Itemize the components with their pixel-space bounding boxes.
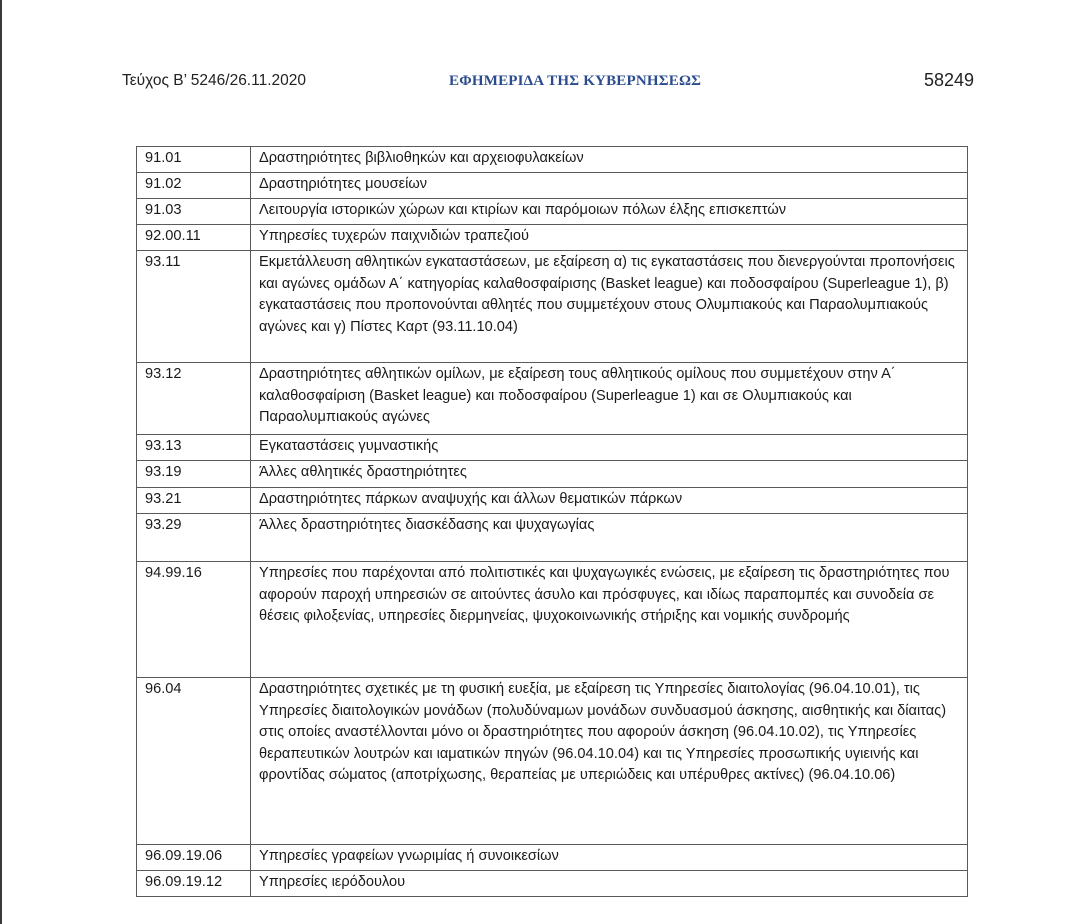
table-row xyxy=(137,225,968,251)
activity-code: 91.03 xyxy=(137,199,251,225)
table-row xyxy=(137,147,968,173)
activity-description: Άλλες δραστηριότητες διασκέδασης και ψυχαγωγίας xyxy=(251,514,968,562)
activity-code: 91.01 xyxy=(137,147,251,173)
activity-code: 93.29 xyxy=(137,514,251,562)
activity-code: 93.21 xyxy=(137,488,251,514)
activity-description: Δραστηριότητες μουσείων xyxy=(251,173,968,199)
table-row xyxy=(137,562,968,678)
activity-description: Λειτουργία ιστορικών χώρων και κτιρίων και παρόμοιων πόλων έλξης επισκεπτών xyxy=(251,199,968,225)
activity-code: 93.13 xyxy=(137,435,251,461)
table-row xyxy=(137,199,968,225)
activity-description: Άλλες αθλητικές δραστηριότητες xyxy=(251,461,968,488)
activity-description: Δραστηριότητες σχετικές με τη φυσική ευεξία, με εξαίρεση τις Υπηρεσίες διαιτολογίας (96.04.10.01), τις Υπηρεσίες διαιτολογικών μονάδων (πολυδύναμων μονάδων συνδυασμού άσκησης, αισθητικής και δίαιτας) στις οποίες αναστέλλονται μόνο οι δραστηριότητες που αφορούν άσκηση (96.04.10.02), τις Υπηρεσίες θεραπευτικών λουτρών και ιαματικών πηγών (96.04.10.04) και τις Υπηρεσίες προσωπικής υγιεινής και φροντίδας σώματος (αποτρίχωσης, θεραπείας με υπεριώδεις και υπέρυθρες ακτίνες) (96.04.10.06) xyxy=(251,678,968,845)
activity-code: 96.04 xyxy=(137,678,251,845)
activity-description: Υπηρεσίες ιερόδουλου xyxy=(251,871,968,897)
page-number: 58249 xyxy=(923,70,974,90)
table-row xyxy=(137,845,968,871)
table-row xyxy=(137,435,968,461)
activity-code: 94.99.16 xyxy=(137,562,251,678)
activity-code: 93.11 xyxy=(137,251,251,363)
activity-codes-table xyxy=(136,146,968,897)
issue-reference: Τεύχος Β’ 5246/26.11.2020 xyxy=(122,72,306,89)
activity-code: 93.12 xyxy=(137,363,251,435)
activity-code: 96.09.19.12 xyxy=(137,871,251,897)
activity-description: Εκμετάλλευση αθλητικών εγκαταστάσεων, με εξαίρεση α) τις εγκαταστάσεις που διενεργούνται προπονήσεις και αγώνες ομάδων Α΄ κατηγορίας καλαθοσφαίρισης (Basket league) και ποδοσφαίρου (Superleague 1), β) εγκαταστάσεις που προπονούνται αθλητές που συμμετέχουν στους Ολυμπιακούς και Παραολυμπιακούς αγώνες και γ) Πίστες Καρτ (93.11.10.04) xyxy=(251,251,968,363)
activity-description: Υπηρεσίες τυχερών παιχνιδιών τραπεζιού xyxy=(251,225,968,251)
page-header xyxy=(122,72,974,94)
table-row xyxy=(137,461,968,488)
activity-code: 92.00.11 xyxy=(137,225,251,251)
activity-description: Δραστηριότητες βιβλιοθηκών και αρχειοφυλακείων xyxy=(251,147,968,173)
table-row xyxy=(137,514,968,562)
table-row xyxy=(137,488,968,514)
table-row xyxy=(137,871,968,897)
activity-code: 96.09.19.06 xyxy=(137,845,251,871)
activity-code: 93.19 xyxy=(137,461,251,488)
activity-description: Υπηρεσίες που παρέχονται από πολιτιστικές και ψυχαγωγικές ενώσεις, με εξαίρεση τις δραστηριότητες που αφορούν παροχή υπηρεσιών σε αιτούντες άσυλο και πρόσφυγες, και ιδίως παραπομπές και συνοδεία σε θέσεις φιλοξενίας, υπηρεσίες διερμηνείας, ψυχοκοινωνικής στήριξης και νομικής συνδρομής xyxy=(251,562,968,678)
gazette-title: ΕΦΗΜΕΡΙΔΑ ΤΗΣ ΚΥΒΕΡΝΗΣΕΩΣ xyxy=(449,73,702,89)
table-row xyxy=(137,173,968,199)
activity-code: 91.02 xyxy=(137,173,251,199)
table-row xyxy=(137,363,968,435)
activity-description: Δραστηριότητες αθλητικών ομίλων, με εξαίρεση τους αθλητικούς ομίλους που συμμετέχουν στην Α΄ καλαθοσφαίριση (Basket league) και ποδοσφαίρου (Superleague 1) και σε Ολυμπιακούς και Παραολυμπιακούς αγώνες xyxy=(251,363,968,435)
activity-description: Εγκαταστάσεις γυμναστικής xyxy=(251,435,968,461)
table-row xyxy=(137,678,968,845)
page-left-edge xyxy=(0,0,2,924)
table-row xyxy=(137,251,968,363)
activity-description: Δραστηριότητες πάρκων αναψυχής και άλλων θεματικών πάρκων xyxy=(251,488,968,514)
activity-description: Υπηρεσίες γραφείων γνωριμίας ή συνοικεσίων xyxy=(251,845,968,871)
